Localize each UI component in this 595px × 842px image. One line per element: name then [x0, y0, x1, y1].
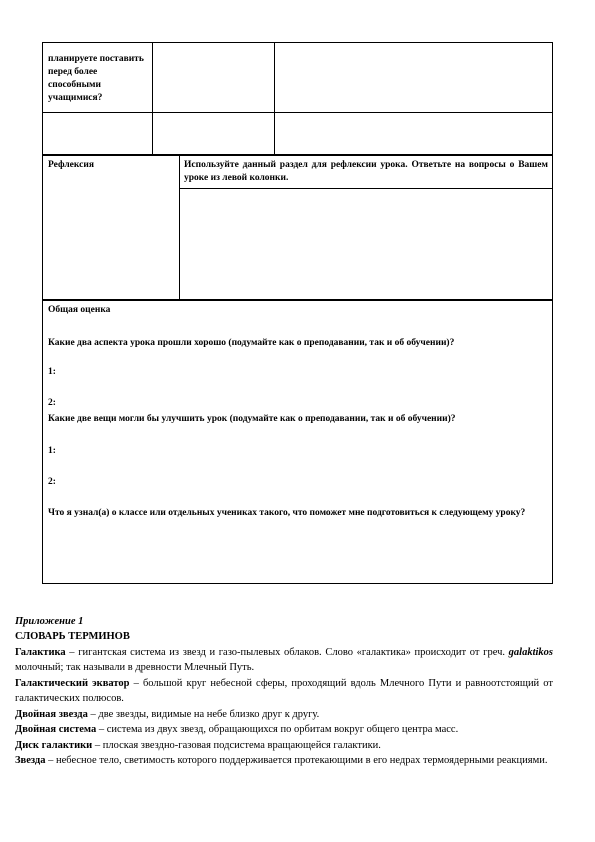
glossary-term: Галактический экватор: [15, 678, 130, 689]
glossary-definition: – гигантская система из звезд и газо-пылевых облаков. Слово «галактика» происходит от греч.: [65, 647, 509, 658]
glossary-term: Диск галактики: [15, 740, 93, 751]
overall-q2-item-2: 2:: [48, 477, 56, 487]
glossary-etymology: galaktikos: [508, 647, 553, 658]
overall-label: Общая оценка: [48, 305, 111, 315]
appendix-label: Приложение 1: [15, 616, 84, 627]
glossary-term: Звезда: [15, 755, 46, 766]
overall-question-2: Какие две вещи могли бы улучшить урок (подумайте как о преподавании, так и об обучении)?: [48, 414, 456, 424]
overall-q2-item-1: 1:: [48, 446, 56, 456]
table-top-divider: [152, 42, 153, 155]
glossary-entry: [15, 753, 553, 768]
glossary-definition: – плоская звездно-газовая подсистема вращающейся галактики.: [92, 740, 381, 751]
glossary-entry: [15, 738, 553, 753]
table-cell-question: планируете поставить перед более способными учащимися?: [48, 54, 144, 103]
glossary-definition: – небесное тело, светимость которого поддерживается протекающими в его недрах термоядерными реакциями.: [45, 755, 548, 766]
glossary-heading: СЛОВАРЬ ТЕРМИНОВ: [15, 631, 130, 642]
glossary-definition: – две звезды, видимые на небе близко друг к другу.: [87, 709, 320, 720]
reflection-instruction: Используйте данный раздел для рефлексии урока. Ответьте на вопросы о Вашем уроке из левой колонки.: [184, 160, 548, 183]
glossary-entry: [15, 645, 553, 675]
reflection-divider: [179, 155, 180, 300]
reflection-inner-divider: [179, 188, 553, 189]
table-top-divider: [274, 42, 275, 155]
glossary-definition: – большой круг небесной сферы, проходящий вдоль Млечного Пути и равноотстоящий от галактических полюсов.: [15, 678, 553, 704]
overall-question-1: Какие два аспекта урока прошли хорошо (подумайте как о преподавании, так и об обучении)?: [48, 338, 455, 348]
glossary-term: Двойная звезда: [15, 709, 88, 720]
glossary-entry: [15, 722, 553, 737]
glossary-definition: – система из двух звезд, обращающихся по орбитам вокруг общего центра масс.: [96, 724, 459, 735]
glossary-entry: [15, 707, 553, 722]
reflection-label: Рефлексия: [48, 160, 94, 170]
glossary-definition: молочный; так называли в древности Млечный Путь.: [15, 662, 255, 673]
glossary-entry: [15, 676, 553, 706]
overall-q1-item-2: 2:: [48, 398, 56, 408]
glossary-term: Двойная система: [15, 724, 97, 735]
overall-q1-item-1: 1:: [48, 367, 56, 377]
glossary-term: Галактика: [15, 647, 66, 658]
table-top-row-divider: [42, 112, 553, 113]
overall-question-3: Что я узнал(а) о классе или отдельных учениках такого, что поможет мне подготовиться к следующему уроку?: [48, 508, 526, 518]
